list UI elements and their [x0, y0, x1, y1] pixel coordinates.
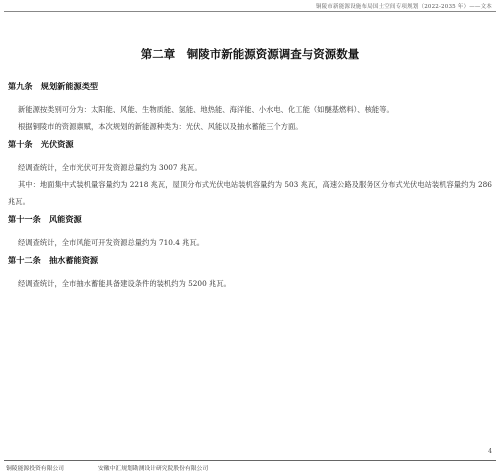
page-number: 4 — [488, 448, 492, 455]
paragraph: 经调查统计，全市光伏可开发资源总量约为 3007 兆瓦。 — [18, 163, 202, 172]
footer-organization-right: 安徽中汇规划勘测设计研究院股份有限公司 — [98, 466, 209, 472]
paragraph: 其中：地面集中式装机量容量约为 2218 兆瓦，屋顶分布式光伏电站装机容量约为 503 兆瓦，高速公路及服务区分布式光伏电站装机容量约为 286 兆瓦。 — [8, 180, 492, 206]
article-heading: 第九条 规划新能源类型 — [8, 81, 99, 91]
footer-organization-left: 铜陵能源投资有限公司 — [6, 466, 64, 472]
header-divider — [4, 11, 496, 12]
section-solar — [8, 138, 492, 210]
section-wind — [8, 213, 492, 251]
section-pumped-storage — [8, 254, 492, 292]
article-heading: 第十条 光伏资源 — [8, 139, 74, 149]
running-header: 铜陵市新能源设施布局国土空间专项规划（2022-2035 年）——文本 — [315, 4, 492, 10]
chapter-title: 第二章 铜陵市新能源资源调查与资源数量 — [140, 47, 360, 61]
paragraph: 经调查统计，全市风能可开发资源总量约为 710.4 兆瓦。 — [18, 238, 205, 247]
footer-divider — [4, 460, 496, 461]
paragraph: 根据铜陵市的资源禀赋，本次规划的新能源种类为：光伏、风能以及抽水蓄能三个方面。 — [18, 122, 303, 131]
paragraph: 经调查统计，全市抽水蓄能具备建设条件的装机约为 5200 兆瓦。 — [18, 279, 231, 288]
article-heading: 第十二条 抽水蓄能资源 — [8, 255, 99, 265]
article-heading: 第十一条 风能资源 — [8, 214, 82, 224]
document-body — [8, 80, 492, 292]
section-planning-types — [8, 80, 492, 135]
paragraph: 新能源按类别可分为：太阳能、风能、生物质能、氢能、地热能、海洋能、小水电、化工能（如醚基燃料）、核能等。 — [18, 105, 394, 114]
